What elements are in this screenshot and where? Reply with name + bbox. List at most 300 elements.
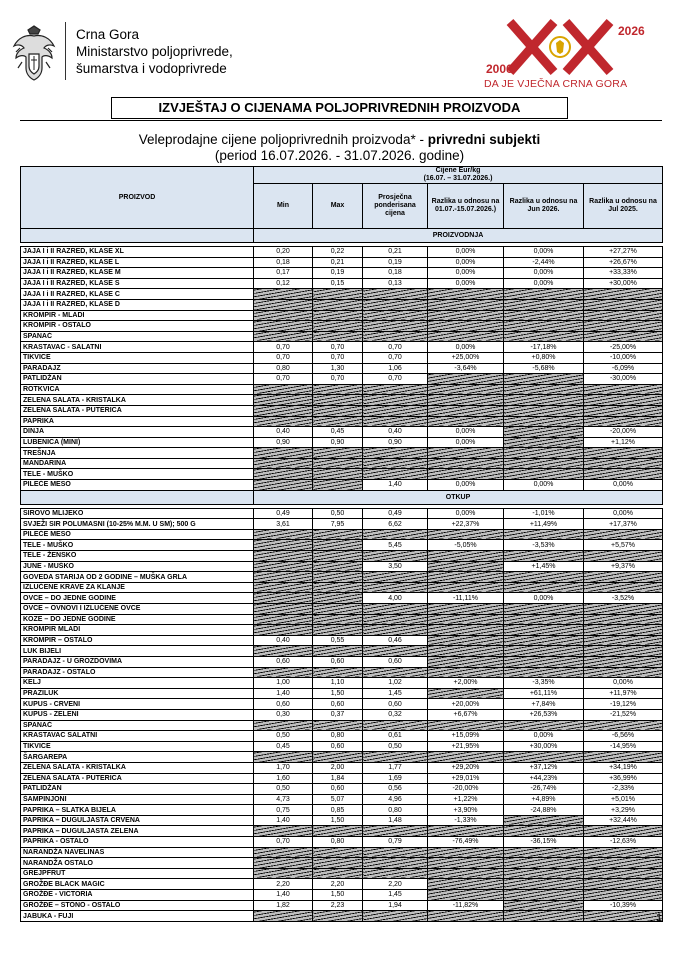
- value-min: 0,17: [254, 268, 313, 279]
- product-name: PARADAJZ - U GROZDOVIMA: [21, 656, 254, 667]
- no-data-cell: [254, 458, 313, 469]
- value-d2: -24,88%: [504, 805, 584, 816]
- table-row: [21, 868, 663, 879]
- no-data-cell: [504, 752, 584, 763]
- product-name: PILEĆE MESO: [21, 480, 254, 491]
- product-name: KROMPIR – OSTALO: [21, 635, 254, 646]
- no-data-cell: [363, 826, 428, 837]
- no-data-cell: [313, 911, 363, 922]
- value-min: 1,00: [254, 678, 313, 689]
- product-name: KUPUS - ZELENI: [21, 709, 254, 720]
- table-row: [21, 911, 663, 922]
- no-data-cell: [363, 384, 428, 395]
- coat-of-arms-icon: [10, 24, 58, 82]
- value-min: 3,61: [254, 519, 313, 530]
- value-d1: 0,00%: [428, 342, 504, 353]
- no-data-cell: [428, 635, 504, 646]
- no-data-cell: [254, 469, 313, 480]
- no-data-cell: [254, 405, 313, 416]
- no-data-cell: [254, 289, 313, 300]
- table-row: [21, 342, 663, 353]
- no-data-cell: [254, 384, 313, 395]
- value-max: 2,20: [313, 879, 363, 890]
- value-min: 2,20: [254, 879, 313, 890]
- no-data-cell: [584, 646, 663, 657]
- no-data-cell: [254, 310, 313, 321]
- value-min: 4,73: [254, 794, 313, 805]
- table-row: [21, 331, 663, 342]
- table-row: [21, 752, 663, 763]
- no-data-cell: [363, 667, 428, 678]
- no-data-cell: [428, 614, 504, 625]
- no-data-cell: [254, 847, 313, 858]
- no-data-cell: [428, 868, 504, 879]
- column-header-diff-jun: Razlika u odnosu na Jun 2026.: [504, 184, 584, 229]
- no-data-cell: [504, 868, 584, 879]
- no-data-cell: [504, 427, 584, 438]
- no-data-cell: [313, 593, 363, 604]
- table-row: [21, 635, 663, 646]
- table-row: [21, 374, 663, 385]
- no-data-cell: [584, 625, 663, 636]
- value-d1: 0,00%: [428, 427, 504, 438]
- table-row: [21, 900, 663, 911]
- no-data-cell: [428, 604, 504, 615]
- product-name: PAPRIKA - OSTALO: [21, 837, 254, 848]
- value-max: 2,23: [313, 900, 363, 911]
- product-name: PAPRIKA – SLATKA BIJELA: [21, 805, 254, 816]
- product-name: KELJ: [21, 678, 254, 689]
- product-name: PAPRIKA: [21, 416, 254, 427]
- no-data-cell: [584, 911, 663, 922]
- no-data-cell: [504, 458, 584, 469]
- value-d2: -36,15%: [504, 837, 584, 848]
- report-period: (period 16.07.2026. - 31.07.2026. godine): [214, 148, 465, 163]
- value-d1: +15,09%: [428, 731, 504, 742]
- value-avg: 1,48: [363, 815, 428, 826]
- table-row: [21, 469, 663, 480]
- value-d2: -26,74%: [504, 784, 584, 795]
- value-d3: -19,12%: [584, 699, 663, 710]
- no-data-cell: [504, 289, 584, 300]
- table-row: [21, 805, 663, 816]
- no-data-cell: [313, 752, 363, 763]
- no-data-cell: [363, 720, 428, 731]
- table-row: [21, 858, 663, 869]
- no-data-cell: [428, 890, 504, 901]
- table-row: [21, 582, 663, 593]
- no-data-cell: [428, 469, 504, 480]
- table-row: [21, 794, 663, 805]
- product-name: KUPUS - CRVENI: [21, 699, 254, 710]
- table-row: [21, 572, 663, 583]
- value-max: 0,70: [313, 374, 363, 385]
- no-data-cell: [504, 847, 584, 858]
- no-data-cell: [363, 321, 428, 332]
- no-data-cell: [254, 826, 313, 837]
- no-data-cell: [584, 752, 663, 763]
- value-min: 0,70: [254, 342, 313, 353]
- ministry-name-line2: šumarstva i vodoprivrede: [76, 61, 227, 76]
- value-max: 0,60: [313, 741, 363, 752]
- no-data-cell: [363, 289, 428, 300]
- value-max: 0,70: [313, 352, 363, 363]
- product-name: NARANDŽA OSTALO: [21, 858, 254, 869]
- no-data-cell: [504, 815, 584, 826]
- value-d2: 0,00%: [504, 268, 584, 279]
- no-data-cell: [428, 625, 504, 636]
- value-min: 0,70: [254, 352, 313, 363]
- section-header: [21, 490, 663, 504]
- no-data-cell: [254, 480, 313, 491]
- value-d2: -2,44%: [504, 257, 584, 268]
- value-avg: 0,46: [363, 635, 428, 646]
- product-name: ŠAMPINJONI: [21, 794, 254, 805]
- no-data-cell: [584, 448, 663, 459]
- value-max: 0,90: [313, 437, 363, 448]
- value-d3: -14,95%: [584, 741, 663, 752]
- no-data-cell: [363, 582, 428, 593]
- value-avg: 0,70: [363, 342, 428, 353]
- section-header-spacer: [21, 490, 254, 504]
- section-header-spacer: [21, 229, 254, 243]
- value-d2: -1,01%: [504, 508, 584, 519]
- no-data-cell: [254, 551, 313, 562]
- value-d2: +0,80%: [504, 352, 584, 363]
- table-row: [21, 625, 663, 636]
- value-max: 1,50: [313, 890, 363, 901]
- value-d1: +29,01%: [428, 773, 504, 784]
- value-min: 0,70: [254, 837, 313, 848]
- table-row: [21, 709, 663, 720]
- no-data-cell: [428, 826, 504, 837]
- value-max: 0,60: [313, 699, 363, 710]
- value-d3: +11,97%: [584, 688, 663, 699]
- value-d2: -3,53%: [504, 540, 584, 551]
- value-min: 0,90: [254, 437, 313, 448]
- product-name: ROTKVICA: [21, 384, 254, 395]
- value-d2: +1,45%: [504, 561, 584, 572]
- no-data-cell: [363, 858, 428, 869]
- product-name: SPANAĆ: [21, 720, 254, 731]
- value-max: 0,55: [313, 635, 363, 646]
- value-d3: -30,00%: [584, 374, 663, 385]
- report-subtitle: [0, 132, 679, 148]
- price-period-label: (16.07. – 31.07.2026.): [423, 175, 493, 182]
- no-data-cell: [504, 310, 584, 321]
- section-label: PROIZVODNJA: [254, 229, 663, 243]
- no-data-cell: [313, 561, 363, 572]
- value-d1: 0,00%: [428, 268, 504, 279]
- value-d3: +34,19%: [584, 762, 663, 773]
- no-data-cell: [313, 646, 363, 657]
- value-max: 7,95: [313, 519, 363, 530]
- value-avg: 3,50: [363, 561, 428, 572]
- product-name: NARANDŽA NAVELINAS: [21, 847, 254, 858]
- no-data-cell: [313, 572, 363, 583]
- value-avg: 4,00: [363, 593, 428, 604]
- product-name: DINJA: [21, 427, 254, 438]
- value-d1: +29,20%: [428, 762, 504, 773]
- no-data-cell: [254, 448, 313, 459]
- no-data-cell: [313, 299, 363, 310]
- no-data-cell: [254, 752, 313, 763]
- table-row: [21, 437, 663, 448]
- product-name: KROMPIR MLADI: [21, 625, 254, 636]
- table-row: [21, 508, 663, 519]
- title-underline: [20, 120, 662, 121]
- no-data-cell: [313, 529, 363, 540]
- no-data-cell: [428, 551, 504, 562]
- no-data-cell: [584, 604, 663, 615]
- no-data-cell: [504, 635, 584, 646]
- no-data-cell: [504, 448, 584, 459]
- value-min: 0,50: [254, 731, 313, 742]
- value-max: 0,70: [313, 342, 363, 353]
- product-name: GOVEDA STARIJA OD 2 GODINE – MUŠKA GRLA: [21, 572, 254, 583]
- value-max: 0,60: [313, 784, 363, 795]
- no-data-cell: [584, 614, 663, 625]
- price-table-body: [21, 229, 663, 922]
- value-d3: -6,09%: [584, 363, 663, 374]
- no-data-cell: [584, 289, 663, 300]
- value-d1: 0,00%: [428, 437, 504, 448]
- value-avg: 1,02: [363, 678, 428, 689]
- no-data-cell: [313, 448, 363, 459]
- value-d3: +30,00%: [584, 278, 663, 289]
- no-data-cell: [254, 646, 313, 657]
- no-data-cell: [363, 752, 428, 763]
- no-data-cell: [313, 604, 363, 615]
- table-row: [21, 826, 663, 837]
- value-avg: 0,50: [363, 741, 428, 752]
- no-data-cell: [254, 625, 313, 636]
- value-min: 1,40: [254, 815, 313, 826]
- value-min: 0,60: [254, 656, 313, 667]
- no-data-cell: [584, 551, 663, 562]
- no-data-cell: [504, 858, 584, 869]
- no-data-cell: [254, 868, 313, 879]
- value-d1: -76,49%: [428, 837, 504, 848]
- value-d1: 0,00%: [428, 508, 504, 519]
- no-data-cell: [313, 480, 363, 491]
- no-data-cell: [504, 416, 584, 427]
- no-data-cell: [584, 321, 663, 332]
- no-data-cell: [504, 331, 584, 342]
- table-row: [21, 879, 663, 890]
- value-avg: 0,61: [363, 731, 428, 742]
- value-d3: -25,00%: [584, 342, 663, 353]
- value-d3: +26,67%: [584, 257, 663, 268]
- no-data-cell: [254, 299, 313, 310]
- no-data-cell: [584, 582, 663, 593]
- value-d2: -17,18%: [504, 342, 584, 353]
- value-d3: +36,99%: [584, 773, 663, 784]
- value-min: 0,45: [254, 741, 313, 752]
- table-row: [21, 731, 663, 742]
- value-max: 0,45: [313, 427, 363, 438]
- no-data-cell: [313, 540, 363, 551]
- no-data-cell: [504, 646, 584, 657]
- no-data-cell: [363, 299, 428, 310]
- no-data-cell: [428, 529, 504, 540]
- table-row: [21, 519, 663, 530]
- ministry-name-line1: Ministarstvo poljoprivrede,: [76, 44, 233, 59]
- table-row: [21, 540, 663, 551]
- no-data-cell: [584, 331, 663, 342]
- no-data-cell: [363, 604, 428, 615]
- no-data-cell: [584, 868, 663, 879]
- value-d1: +1,22%: [428, 794, 504, 805]
- anniversary-logo: [480, 16, 660, 96]
- section-header: [21, 229, 663, 243]
- no-data-cell: [428, 667, 504, 678]
- value-min: 0,49: [254, 508, 313, 519]
- no-data-cell: [313, 458, 363, 469]
- table-row: [21, 593, 663, 604]
- country-name: Crna Gora: [76, 27, 140, 42]
- value-d3: +5,57%: [584, 540, 663, 551]
- value-max: 5,07: [313, 794, 363, 805]
- value-avg: 2,20: [363, 879, 428, 890]
- product-name: JAJA I i II RAZRED, KLASE S: [21, 278, 254, 289]
- value-d2: +26,53%: [504, 709, 584, 720]
- value-max: 0,19: [313, 268, 363, 279]
- no-data-cell: [504, 667, 584, 678]
- table-row: [21, 741, 663, 752]
- value-avg: 0,13: [363, 278, 428, 289]
- value-min: 0,60: [254, 699, 313, 710]
- no-data-cell: [428, 720, 504, 731]
- value-avg: 5,45: [363, 540, 428, 551]
- value-min: 0,75: [254, 805, 313, 816]
- column-header-price-group: [254, 167, 663, 184]
- product-name: ZELENA SALATA - PUTERICA: [21, 773, 254, 784]
- report-title: IZVJEŠTAJ O CIJENAMA POLJOPRIVREDNIH PROIZVODA: [111, 97, 568, 119]
- value-max: 0,15: [313, 278, 363, 289]
- no-data-cell: [504, 374, 584, 385]
- no-data-cell: [504, 384, 584, 395]
- no-data-cell: [363, 614, 428, 625]
- no-data-cell: [504, 572, 584, 583]
- no-data-cell: [313, 289, 363, 300]
- table-row: [21, 551, 663, 562]
- value-d1: 0,00%: [428, 480, 504, 491]
- value-max: 1,10: [313, 678, 363, 689]
- product-name: SIROVO MLIJEKO: [21, 508, 254, 519]
- value-max: 2,00: [313, 762, 363, 773]
- product-name: JAJA I i II RAZRED, KLASE XL: [21, 247, 254, 258]
- no-data-cell: [584, 384, 663, 395]
- no-data-cell: [313, 551, 363, 562]
- value-d1: +20,00%: [428, 699, 504, 710]
- value-min: 0,70: [254, 374, 313, 385]
- no-data-cell: [584, 405, 663, 416]
- table-row: [21, 268, 663, 279]
- table-row: [21, 395, 663, 406]
- value-d3: 0,00%: [584, 508, 663, 519]
- no-data-cell: [584, 879, 663, 890]
- product-name: ZELENA SALATA - KRISTALKA: [21, 395, 254, 406]
- value-max: 0,37: [313, 709, 363, 720]
- product-name: OVCE – DO JEDNE GODINE: [21, 593, 254, 604]
- no-data-cell: [363, 911, 428, 922]
- table-row: [21, 405, 663, 416]
- product-name: PILEĆE MESO: [21, 529, 254, 540]
- no-data-cell: [428, 582, 504, 593]
- no-data-cell: [428, 448, 504, 459]
- value-avg: 0,60: [363, 699, 428, 710]
- no-data-cell: [584, 469, 663, 480]
- product-name: ZELENA SALATA - KRISTALKA: [21, 762, 254, 773]
- no-data-cell: [428, 646, 504, 657]
- value-d3: +33,33%: [584, 268, 663, 279]
- logo-year-left: 2006: [486, 62, 513, 76]
- value-avg: 0,70: [363, 374, 428, 385]
- no-data-cell: [254, 858, 313, 869]
- table-row: [21, 773, 663, 784]
- value-avg: 0,18: [363, 268, 428, 279]
- no-data-cell: [504, 614, 584, 625]
- header-divider: [65, 22, 66, 80]
- table-row: [21, 561, 663, 572]
- table-row: [21, 699, 663, 710]
- no-data-cell: [504, 395, 584, 406]
- no-data-cell: [504, 656, 584, 667]
- product-name: JAJA I i II RAZRED, KLASE C: [21, 289, 254, 300]
- no-data-cell: [504, 469, 584, 480]
- table-row: [21, 416, 663, 427]
- column-header-avg: Prosječna ponderisana cijena: [363, 184, 428, 229]
- product-name: PATLIDŽAN: [21, 374, 254, 385]
- value-d1: 0,00%: [428, 247, 504, 258]
- no-data-cell: [363, 416, 428, 427]
- value-max: 0,21: [313, 257, 363, 268]
- no-data-cell: [254, 331, 313, 342]
- product-name: PAPRIKA – DUGULJASTA CRVENA: [21, 815, 254, 826]
- table-row: [21, 762, 663, 773]
- no-data-cell: [313, 395, 363, 406]
- value-max: 0,50: [313, 508, 363, 519]
- no-data-cell: [254, 561, 313, 572]
- no-data-cell: [584, 826, 663, 837]
- product-name: KROMPIR - MLADI: [21, 310, 254, 321]
- value-max: 1,84: [313, 773, 363, 784]
- no-data-cell: [363, 469, 428, 480]
- table-row: [21, 667, 663, 678]
- value-max: 1,50: [313, 688, 363, 699]
- table-row: [21, 847, 663, 858]
- no-data-cell: [584, 310, 663, 321]
- table-row: [21, 310, 663, 321]
- product-name: TIKVICE: [21, 352, 254, 363]
- value-avg: 1,45: [363, 688, 428, 699]
- product-name: KOZE – DO JEDNE GODINE: [21, 614, 254, 625]
- no-data-cell: [428, 458, 504, 469]
- table-row: [21, 458, 663, 469]
- no-data-cell: [428, 561, 504, 572]
- value-d3: -10,00%: [584, 352, 663, 363]
- value-min: 1,60: [254, 773, 313, 784]
- no-data-cell: [313, 614, 363, 625]
- product-name: PRAZILUK: [21, 688, 254, 699]
- logo-year-right: 2026: [618, 24, 645, 38]
- no-data-cell: [254, 593, 313, 604]
- table-row: [21, 688, 663, 699]
- no-data-cell: [313, 720, 363, 731]
- value-d2: +7,84%: [504, 699, 584, 710]
- no-data-cell: [363, 448, 428, 459]
